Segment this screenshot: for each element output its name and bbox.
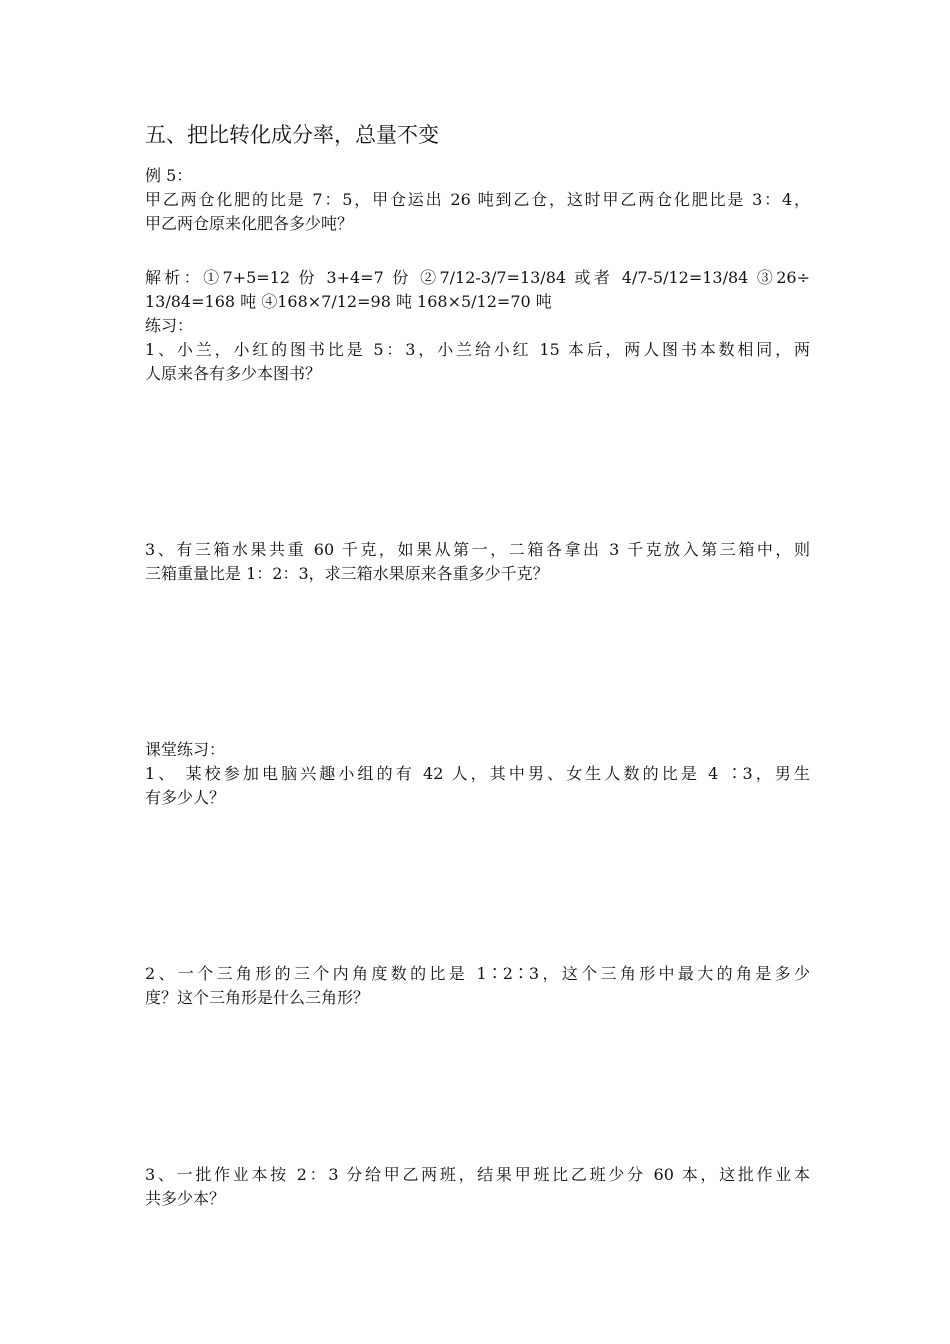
example-block — [145, 164, 810, 236]
classroom-question-3-line-2: 共多少本？ — [145, 1189, 226, 1208]
classroom-question-1-line-1: 1、 某校参加电脑兴趣小组的有 42 人，其中男、女生人数的比是 4 ∶3，男生 — [145, 764, 810, 783]
section-title: 五、把比转化成分率，总量不变 — [145, 123, 439, 147]
classroom-question-2-line-1: 2、一个三角形的三个内角度数的比是 1∶2∶3，这个三角形中最大的角是多少 — [145, 964, 810, 983]
analysis-block — [145, 266, 810, 386]
classroom-question-1-line-2: 有多少人？ — [145, 788, 226, 807]
classroom-question-3-line-1: 3、一批作业本按 2：3 分给甲乙两班，结果甲班比乙班少分 60 本，这批作业本 — [145, 1165, 810, 1184]
classroom-question-3 — [145, 1163, 810, 1211]
practice-question-1-line-2: 人原来各有多少本图书？ — [145, 364, 322, 383]
analysis-line-2: 13/84=168 吨 ④168×7/12=98 吨 168×5/12=70 吨 — [145, 292, 552, 311]
practice-label: 练习： — [145, 316, 194, 335]
example-question-line-2: 甲乙两仓原来化肥各多少吨？ — [145, 214, 354, 233]
classroom-practice-block — [145, 738, 810, 810]
practice-question-3-line-1: 3、有三箱水果共重 60 千克，如果从第一，二箱各拿出 3 千克放入第三箱中，则 — [145, 540, 810, 559]
example-label: 例 5： — [145, 166, 193, 185]
practice-question-3-line-2: 三箱重量比是 1：2：3，求三箱水果原来各重多少千克？ — [145, 564, 549, 583]
example-question-line-1: 甲乙两仓化肥的比是 7：5，甲仓运出 26 吨到乙仓，这时甲乙两仓化肥比是 3：4， — [145, 190, 810, 209]
practice-question-1-line-1: 1、小兰，小红的图书比是 5：3，小兰给小红 15 本后，两人图书本数相同，两 — [145, 340, 810, 359]
classroom-practice-label: 课堂练习： — [145, 740, 226, 759]
classroom-question-2-line-2: 度？这个三角形是什么三角形？ — [145, 988, 370, 1007]
practice-question-3 — [145, 538, 810, 586]
classroom-question-2 — [145, 962, 810, 1010]
analysis-line-1: 解析：①7+5=12 份 3+4=7 份 ②7/12-3/7=13/84 或者 4/7-5/12=13/84 ③26÷ — [145, 268, 810, 287]
